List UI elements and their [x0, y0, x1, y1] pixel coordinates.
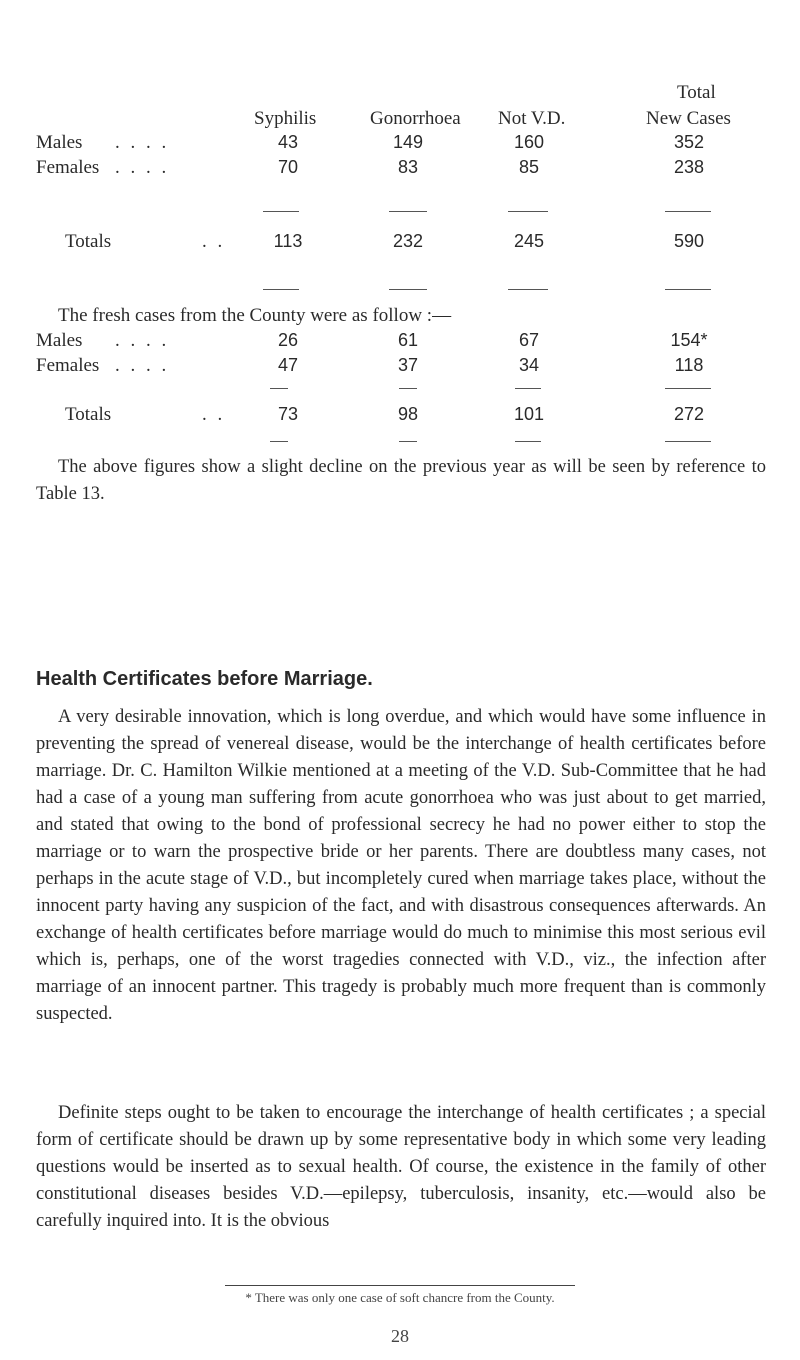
sum-rule — [389, 211, 427, 212]
leader-dots: . . . . — [115, 132, 170, 153]
sum-rule — [508, 289, 548, 290]
leader-dots: . . — [202, 404, 226, 425]
cell-gonorrhoea: 98 — [397, 404, 419, 424]
sum-rule — [508, 211, 548, 212]
paragraph — [36, 454, 766, 508]
cell-total: 590 — [673, 231, 705, 251]
sum-rule — [270, 388, 288, 389]
header-syphilis: Syphilis — [254, 108, 317, 129]
cell-not-vd: 85 — [518, 157, 540, 177]
cell-syphilis: 73 — [277, 404, 299, 424]
leader-dots: . . — [202, 231, 226, 252]
sum-rule — [665, 211, 711, 212]
section-heading: Health Certificates before Marriage. — [36, 668, 373, 690]
paragraph — [36, 1100, 766, 1235]
totals-label: Totals — [65, 404, 112, 425]
row-label: Females — [36, 355, 100, 376]
cell-total: 154* — [670, 330, 708, 350]
cell-total: 118 — [674, 355, 704, 375]
paragraph — [36, 704, 766, 1028]
cell-syphilis: 47 — [277, 355, 299, 375]
table-row — [0, 157, 800, 181]
leader-dots: . . . . — [115, 355, 170, 376]
footnote: * There was only one case of soft chancre from the County. — [245, 1290, 555, 1305]
sum-rule — [399, 388, 417, 389]
cell-not-vd: 101 — [513, 404, 545, 424]
sum-rule — [665, 441, 711, 442]
leader-dots: . . . . — [115, 330, 170, 351]
cell-total: 272 — [673, 404, 705, 424]
cell-syphilis: 70 — [277, 157, 299, 177]
cell-not-vd: 245 — [513, 231, 545, 251]
paragraph-text: The above figures show a slight decline on the previous year as will be seen by reference to Table 13. — [36, 457, 766, 504]
row-label: Males — [36, 132, 83, 153]
header-total: Total — [677, 82, 716, 103]
table-intro: The fresh cases from the County were as follow :— — [58, 305, 452, 326]
page-number: 28 — [391, 1326, 409, 1346]
leader-dots: . . . . — [115, 157, 170, 178]
sum-rule — [263, 289, 299, 290]
paragraph-text: A very desirable innovation, which is long overdue, and which would have some influence in preventing the spread of venereal disease, would be the interchange of health certificates before marriage. Dr. C. Hamilton Wilkie mentioned at a meeting of the V.D. Sub-Committee that he had had a case of a young man suffering from acute gonorrhoea who was just about to get married, and stated that owing to the bond of professional secrecy he had no power either to stop the marriage or to warn the prospective bride or her parents. There are doubtless many cases, not perhaps in the acute stage of V.D., but incompletely cured when marriage takes place, without the innocent party having any suspicion of the fact, and with disastrous consequences afterwards. An exchange of health certificates before marriage would do much to minimise this most serious evil which is, perhaps, one of the worst tragedies connected with V.D., viz., the infection after marriage of an innocent partner. This tragedy is probably much more frequent than is commonly suspected. — [36, 707, 766, 1024]
table-row — [0, 132, 800, 156]
sum-rule — [270, 441, 288, 442]
cell-not-vd: 34 — [518, 355, 540, 375]
table-row — [0, 330, 800, 354]
paragraph-text: Definite steps ought to be taken to encourage the interchange of health certificates ; a special form of certificate should be drawn up by some representative body in which some very leading questions would be inserted as to sexual health. Of course, the existence in the family of other constitutional diseases besides V.D.—epilepsy, tuberculosis, insanity, etc.—would also be carefully inquired into. It is the obvious — [36, 1103, 766, 1231]
cell-syphilis: 113 — [273, 231, 303, 251]
table-totals-row — [0, 404, 800, 428]
cell-total: 352 — [673, 132, 705, 152]
sum-rule — [665, 289, 711, 290]
row-label: Males — [36, 330, 83, 351]
cell-not-vd: 160 — [513, 132, 545, 152]
table-row — [0, 355, 800, 379]
cell-syphilis: 26 — [277, 330, 299, 350]
totals-label: Totals — [65, 231, 112, 252]
sum-rule — [515, 388, 541, 389]
sum-rule — [389, 289, 427, 290]
cell-gonorrhoea: 83 — [397, 157, 419, 177]
header-gonorrhoea: Gonorrhoea — [370, 108, 461, 129]
row-label: Females — [36, 157, 100, 178]
cell-total: 238 — [673, 157, 705, 177]
sum-rule — [263, 211, 299, 212]
cell-gonorrhoea: 149 — [392, 132, 424, 152]
cell-syphilis: 43 — [277, 132, 299, 152]
table-totals-row — [0, 231, 800, 255]
cell-not-vd: 67 — [518, 330, 540, 350]
footnote-rule — [225, 1285, 575, 1286]
sum-rule — [665, 388, 711, 389]
sum-rule — [515, 441, 541, 442]
cell-gonorrhoea: 61 — [397, 330, 419, 350]
cell-gonorrhoea: 37 — [397, 355, 419, 375]
header-not-vd: Not V.D. — [498, 108, 566, 129]
header-new-cases: New Cases — [646, 108, 731, 129]
sum-rule — [399, 441, 417, 442]
cell-gonorrhoea: 232 — [392, 231, 424, 251]
